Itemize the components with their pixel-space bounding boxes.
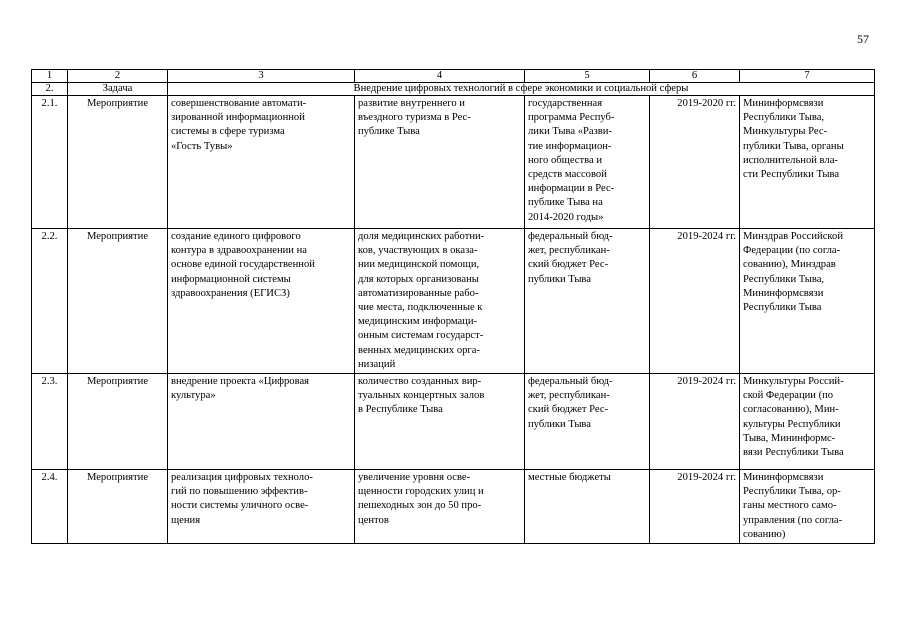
text-line: «Гость Тувы» (171, 140, 233, 152)
text-line: 2014-2020 годы» (528, 211, 604, 223)
text-line: Минкультуры Рес- (743, 126, 828, 138)
text-line: туальных концертных залов (358, 390, 485, 402)
text-line: ский бюджет Рес- (528, 404, 609, 416)
text-line: программа Респуб- (528, 112, 615, 124)
table-row (32, 374, 875, 470)
text-line: центов (358, 514, 389, 526)
text-line: Республики Тыва, (743, 112, 825, 124)
table-row (32, 229, 875, 374)
text-line: культуры Республики (743, 418, 841, 430)
row-type: Мероприятие (68, 229, 168, 374)
text-line: федеральный бюд- (528, 376, 613, 388)
section-row (32, 83, 875, 96)
text-line: исполнительной вла- (743, 154, 838, 166)
activities-table (31, 69, 875, 544)
text-line: публике Тыва на (528, 197, 603, 209)
activity-description (168, 374, 355, 470)
text-line: контура в здравоохранении на (171, 245, 307, 257)
text-line: медицинским информаци- (358, 316, 478, 328)
text-line: Минкультуры Россий- (743, 376, 844, 388)
table-row (32, 470, 875, 544)
indicator (355, 96, 525, 229)
text-line: средств массовой (528, 169, 607, 181)
section-label: Задача (68, 83, 168, 96)
text-line: Федерации (по согла- (743, 245, 841, 257)
row-number: 2.4. (32, 470, 68, 544)
text-line: чие места, подключенные к (358, 302, 483, 314)
page-number: 57 (857, 32, 869, 46)
column-number: 7 (740, 70, 875, 83)
text-line: управления (по согла- (743, 514, 843, 526)
text-line: информационной системы (171, 273, 291, 285)
text-line: публике Тыва (358, 126, 420, 138)
text-line: системы в сфере туризма (171, 126, 285, 138)
text-line: ков, участвующих в оказа- (358, 245, 478, 257)
text-line: реализация цифровых техноло- (171, 472, 313, 484)
text-line: здравоохранения (ЕГИСЗ) (171, 287, 290, 299)
text-line: ности системы уличного осве- (171, 500, 309, 512)
responsible-agencies (740, 229, 875, 374)
text-line: государственная (528, 98, 603, 109)
text-line: онным системам государст- (358, 330, 484, 342)
text-line: тие информацион- (528, 140, 612, 152)
section-title: Внедрение цифровых технологий в сфере экономики и социальной сферы (168, 83, 875, 96)
text-line: Минздрав Российской (743, 231, 843, 242)
text-line: культура» (171, 390, 216, 402)
text-line: вязи Республики Тыва (743, 447, 844, 459)
text-line: для которых организованы (358, 273, 479, 285)
responsible-agencies (740, 470, 875, 544)
indicator (355, 470, 525, 544)
column-number: 4 (355, 70, 525, 83)
text-line: ский бюджет Рес- (528, 259, 609, 271)
row-type: Мероприятие (68, 96, 168, 229)
row-number: 2.3. (32, 374, 68, 470)
funding-source (525, 96, 650, 229)
text-line: ганы местного само- (743, 500, 837, 512)
text-line: низаций (358, 358, 396, 370)
text-line: публики Тыва, органы (743, 140, 844, 152)
activity-description (168, 470, 355, 544)
text-line: Республики Тыва, ор- (743, 486, 841, 498)
text-line: местные бюджеты (528, 472, 611, 484)
text-line: количество созданных вир- (358, 376, 482, 388)
text-line: ного общества и (528, 154, 603, 166)
text-line: федеральный бюд- (528, 231, 613, 242)
text-line: увеличение уровня осве- (358, 472, 471, 484)
text-line: сованию), Минздрав (743, 259, 836, 271)
text-line: автоматизированные рабо- (358, 287, 479, 299)
text-line: венных медицинских орга- (358, 344, 481, 356)
funding-source (525, 229, 650, 374)
text-line: информации в Рес- (528, 183, 615, 195)
indicator (355, 374, 525, 470)
responsible-agencies (740, 96, 875, 229)
row-number: 2.1. (32, 96, 68, 229)
funding-source (525, 470, 650, 544)
indicator (355, 229, 525, 374)
text-line: гий по повышению эффектив- (171, 486, 308, 498)
period: 2019-2024 гг. (650, 229, 740, 374)
text-line: нии медицинской помощи, (358, 259, 480, 271)
text-line: совершенствование автомати- (171, 98, 307, 109)
text-line: Мининформсвязи (743, 98, 824, 109)
text-line: жет, республикан- (528, 390, 610, 402)
text-line: в Республике Тыва (358, 404, 443, 416)
period: 2019-2020 гг. (650, 96, 740, 229)
row-number: 2.2. (32, 229, 68, 374)
text-line: основе единой государственной (171, 259, 315, 271)
column-number: 6 (650, 70, 740, 83)
activity-description (168, 96, 355, 229)
text-line: создание единого цифрового (171, 231, 301, 242)
text-line: жет, республикан- (528, 245, 610, 257)
row-type: Мероприятие (68, 374, 168, 470)
text-line: щенности городских улиц и (358, 486, 484, 498)
text-line: доля медицинских работни- (358, 231, 485, 242)
text-line: въездного туризма в Рес- (358, 112, 471, 124)
responsible-agencies (740, 374, 875, 470)
column-number: 1 (32, 70, 68, 83)
text-line: публики Тыва (528, 418, 591, 430)
text-line: Мининформсвязи (743, 287, 824, 299)
text-line: Мининформсвязи (743, 472, 824, 484)
section-number: 2. (32, 83, 68, 96)
text-line: внедрение проекта «Цифровая (171, 376, 310, 388)
period: 2019-2024 гг. (650, 470, 740, 544)
text-line: пешеходных зон до 50 про- (358, 500, 482, 512)
text-line: Тыва, Мининформс- (743, 432, 836, 444)
text-line: сти Республики Тыва (743, 169, 840, 181)
period: 2019-2024 гг. (650, 374, 740, 470)
text-line: ской Федерации (по (743, 390, 834, 402)
table-row (32, 96, 875, 229)
text-line: развитие внутреннего и (358, 98, 465, 109)
funding-source (525, 374, 650, 470)
text-line: щения (171, 514, 201, 526)
activity-description (168, 229, 355, 374)
text-line: лики Тыва «Разви- (528, 126, 612, 138)
row-type: Мероприятие (68, 470, 168, 544)
text-line: Республики Тыва (743, 302, 822, 314)
column-number: 5 (525, 70, 650, 83)
text-line: согласованию), Мин- (743, 404, 839, 416)
column-number-row (32, 70, 875, 83)
column-number: 3 (168, 70, 355, 83)
text-line: сованию) (743, 528, 786, 540)
text-line: Республики Тыва, (743, 273, 825, 285)
text-line: зированной информационной (171, 112, 305, 124)
column-number: 2 (68, 70, 168, 83)
text-line: публики Тыва (528, 273, 591, 285)
